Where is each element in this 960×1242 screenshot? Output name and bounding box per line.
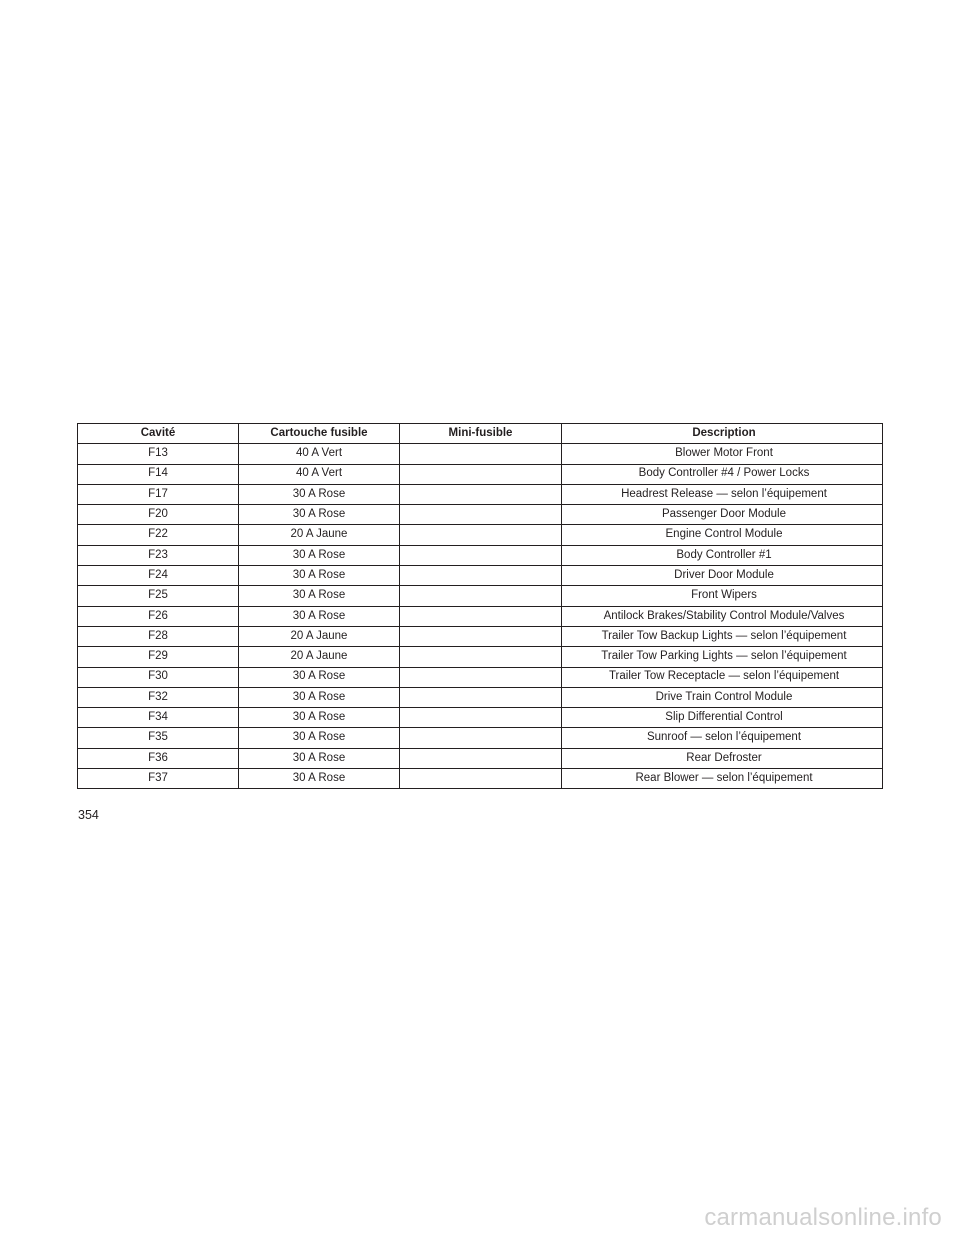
cell-mini-fusible [400, 444, 562, 464]
table-row [78, 708, 883, 728]
cell-description: Body Controller #4 / Power Locks [562, 464, 883, 484]
table-row [78, 566, 883, 586]
cell-description: Passenger Door Module [562, 505, 883, 525]
cell-cartouche-fusible: 30 A Rose [239, 708, 400, 728]
cell-cavite: F26 [78, 606, 239, 626]
cell-cartouche-fusible: 30 A Rose [239, 769, 400, 789]
cell-mini-fusible [400, 647, 562, 667]
cell-mini-fusible [400, 728, 562, 748]
cell-cartouche-fusible: 30 A Rose [239, 566, 400, 586]
cell-cavite: F22 [78, 525, 239, 545]
cell-cavite: F30 [78, 667, 239, 687]
cell-mini-fusible [400, 667, 562, 687]
cell-mini-fusible [400, 769, 562, 789]
cell-description: Rear Defroster [562, 748, 883, 768]
cell-mini-fusible [400, 566, 562, 586]
cell-cartouche-fusible: 30 A Rose [239, 667, 400, 687]
table-body [78, 444, 883, 789]
table-row [78, 687, 883, 707]
cell-cartouche-fusible: 30 A Rose [239, 484, 400, 504]
table-header-row [78, 424, 883, 444]
cell-cartouche-fusible: 30 A Rose [239, 687, 400, 707]
cell-cavite: F29 [78, 647, 239, 667]
table-row [78, 647, 883, 667]
table-row [78, 606, 883, 626]
table-row [78, 444, 883, 464]
page-number: 354 [78, 808, 99, 822]
cell-cartouche-fusible: 30 A Rose [239, 545, 400, 565]
header-cartouche-fusible: Cartouche fusible [239, 424, 400, 444]
cell-cavite: F25 [78, 586, 239, 606]
table-row [78, 586, 883, 606]
cell-description: Trailer Tow Receptacle — selon l’équipement [562, 667, 883, 687]
cell-cavite: F23 [78, 545, 239, 565]
cell-mini-fusible [400, 545, 562, 565]
cell-cartouche-fusible: 20 A Jaune [239, 626, 400, 646]
cell-mini-fusible [400, 748, 562, 768]
table-row [78, 626, 883, 646]
table-row [78, 769, 883, 789]
cell-description: Headrest Release — selon l’équipement [562, 484, 883, 504]
header-cavite: Cavité [78, 424, 239, 444]
table-row [78, 464, 883, 484]
cell-cavite: F14 [78, 464, 239, 484]
cell-cavite: F24 [78, 566, 239, 586]
cell-description: Drive Train Control Module [562, 687, 883, 707]
cell-cartouche-fusible: 30 A Rose [239, 728, 400, 748]
table-row [78, 525, 883, 545]
cell-cartouche-fusible: 40 A Vert [239, 464, 400, 484]
cell-mini-fusible [400, 505, 562, 525]
cell-cartouche-fusible: 20 A Jaune [239, 647, 400, 667]
cell-mini-fusible [400, 525, 562, 545]
cell-description: Body Controller #1 [562, 545, 883, 565]
watermark: carmanualsonline.info [704, 1204, 942, 1231]
table-row [78, 667, 883, 687]
header-mini-fusible: Mini-fusible [400, 424, 562, 444]
cell-mini-fusible [400, 484, 562, 504]
cell-cartouche-fusible: 30 A Rose [239, 748, 400, 768]
cell-description: Front Wipers [562, 586, 883, 606]
table-row [78, 484, 883, 504]
cell-description: Slip Differential Control [562, 708, 883, 728]
cell-description: Trailer Tow Backup Lights — selon l’équipement [562, 626, 883, 646]
cell-cavite: F17 [78, 484, 239, 504]
cell-description: Blower Motor Front [562, 444, 883, 464]
cell-mini-fusible [400, 464, 562, 484]
cell-cartouche-fusible: 30 A Rose [239, 606, 400, 626]
cell-mini-fusible [400, 708, 562, 728]
fuse-table [77, 423, 883, 789]
cell-description: Engine Control Module [562, 525, 883, 545]
table-row [78, 728, 883, 748]
cell-cartouche-fusible: 20 A Jaune [239, 525, 400, 545]
cell-cartouche-fusible: 30 A Rose [239, 505, 400, 525]
cell-cavite: F20 [78, 505, 239, 525]
cell-cavite: F13 [78, 444, 239, 464]
cell-description: Sunroof — selon l’équipement [562, 728, 883, 748]
cell-mini-fusible [400, 586, 562, 606]
cell-description: Driver Door Module [562, 566, 883, 586]
cell-mini-fusible [400, 687, 562, 707]
table-row [78, 505, 883, 525]
cell-mini-fusible [400, 606, 562, 626]
table-row [78, 545, 883, 565]
cell-cavite: F35 [78, 728, 239, 748]
cell-description: Rear Blower — selon l’équipement [562, 769, 883, 789]
cell-cavite: F28 [78, 626, 239, 646]
table-row [78, 748, 883, 768]
cell-cavite: F36 [78, 748, 239, 768]
cell-cavite: F32 [78, 687, 239, 707]
cell-cartouche-fusible: 30 A Rose [239, 586, 400, 606]
cell-mini-fusible [400, 626, 562, 646]
cell-description: Trailer Tow Parking Lights — selon l’équipement [562, 647, 883, 667]
cell-cartouche-fusible: 40 A Vert [239, 444, 400, 464]
cell-cavite: F34 [78, 708, 239, 728]
header-description: Description [562, 424, 883, 444]
cell-cavite: F37 [78, 769, 239, 789]
cell-description: Antilock Brakes/Stability Control Module/Valves [562, 606, 883, 626]
